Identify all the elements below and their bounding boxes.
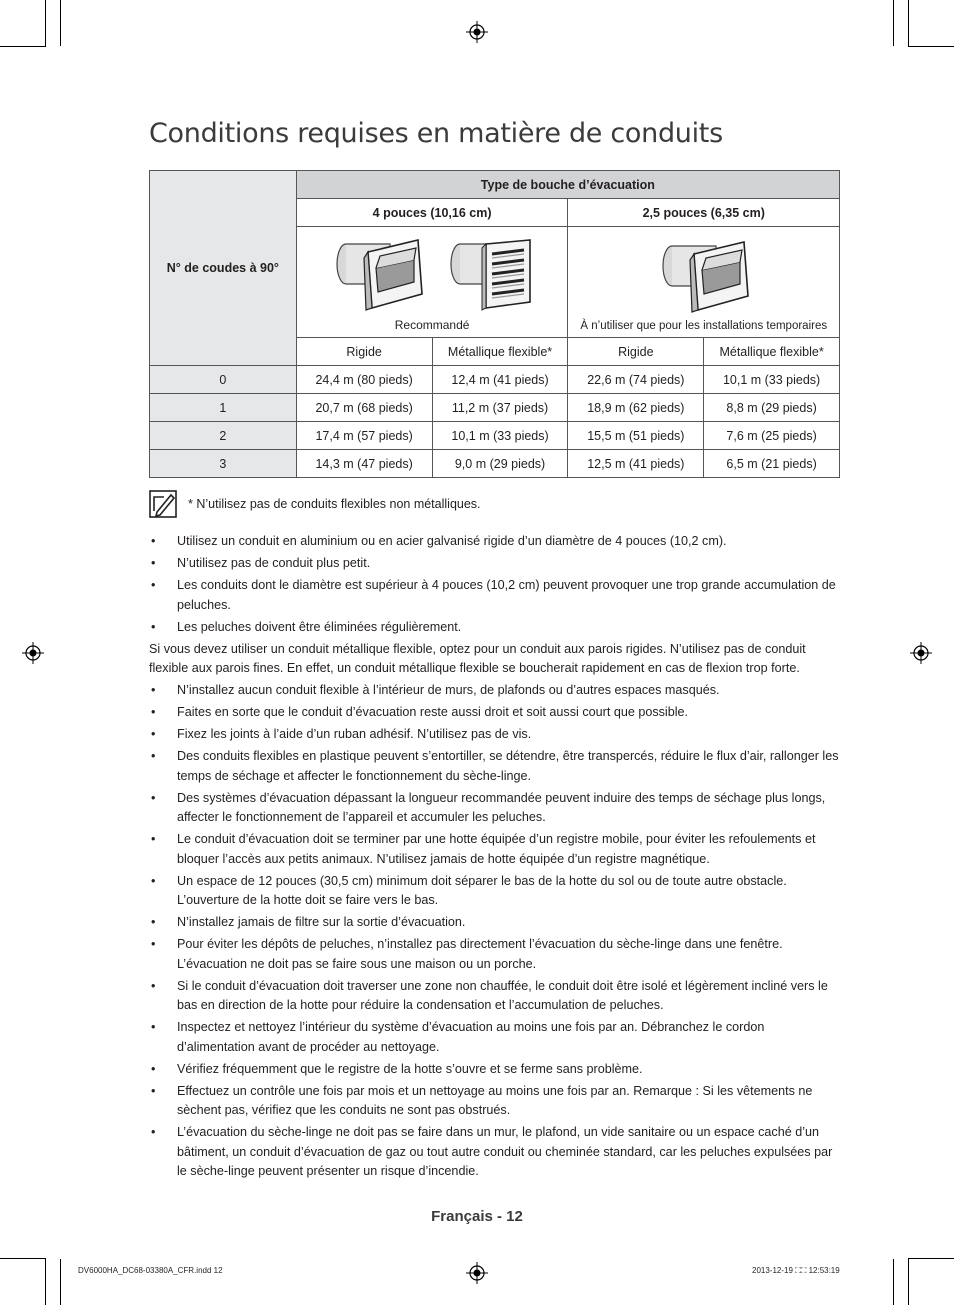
crop-mark <box>908 46 954 47</box>
crop-mark <box>45 1259 46 1305</box>
registration-mark-icon <box>466 1262 488 1284</box>
table-cell: 9,0 m (29 pieds) <box>432 450 568 478</box>
list-item: • Les conduits dont le diamètre est supérieur à 4 pouces (10,2 cm) peuvent provoquer une trop grande accumulation de peluches. <box>149 576 841 615</box>
louvered-hood-icon <box>328 238 428 318</box>
crop-mark <box>0 1258 46 1259</box>
flexible-duct-paragraph: Si vous devez utiliser un conduit métallique flexible, optez pour un conduit aux parois rigides. N’utilisez pas de conduit flexible aux parois fines. En effet, un conduit métallique flexible se boucherait rapidement en cas de flexion trop forte. <box>149 641 806 675</box>
list-item: • Les peluches doivent être éliminées régulièrement. <box>149 618 841 638</box>
note-pencil-icon <box>149 490 177 518</box>
list-item: • Des systèmes d’évacuation dépassant la longueur recommandée peuvent induire des temps de séchage plus longs, affecter le fonctionnement de l’appareil et accumuler les peluches. <box>149 789 841 828</box>
table-row <box>150 366 840 394</box>
table-cell: 18,9 m (62 pieds) <box>568 394 704 422</box>
print-slug-date: 2013-12-19 ⛶⛶ 12:53:19 <box>752 1266 840 1275</box>
crop-mark <box>45 0 46 46</box>
note-text: * N’utilisez pas de conduits flexibles non métalliques. <box>188 497 481 511</box>
elbows-header: N° de coudes à 90° <box>150 171 297 366</box>
table-cell: 10,1 m (33 pieds) <box>704 366 840 394</box>
table-cell: 12,5 m (41 pieds) <box>568 450 704 478</box>
table-cell: 24,4 m (80 pieds) <box>296 366 432 394</box>
list-item: • Vérifiez fréquemment que le registre de la hotte s’ouvre et se ferme sans problème. <box>149 1060 841 1080</box>
duct-requirements-table <box>149 170 840 478</box>
crop-mark <box>893 0 894 46</box>
list-item: • Effectuez un contrôle une fois par mois et un nettoyage au moins une fois par an. Remarque : Si les vêtements ne sèchent pas, vérifiez que les conduits ne sont pas obstrués. <box>149 1082 841 1121</box>
grille-hood-icon <box>446 238 536 318</box>
subcol-header: Métallique flexible* <box>432 338 568 366</box>
hood-images-2-5in <box>568 227 840 338</box>
elbow-count: 1 <box>150 394 297 422</box>
elbow-count: 3 <box>150 450 297 478</box>
elbow-count: 0 <box>150 366 297 394</box>
hood-images-4in <box>296 227 568 338</box>
subcol-header: Rigide <box>296 338 432 366</box>
table-cell: 17,4 m (57 pieds) <box>296 422 432 450</box>
page-number: Français - 12 <box>431 1208 523 1225</box>
registration-mark-icon <box>910 642 932 664</box>
crop-mark <box>60 1259 61 1305</box>
instructions <box>149 532 841 1184</box>
table-cell: 22,6 m (74 pieds) <box>568 366 704 394</box>
list-item: • N’installez aucun conduit flexible à l’intérieur de murs, de plafonds ou d’autres espaces masqués. <box>149 681 841 701</box>
list-item: • L’évacuation du sèche-linge ne doit pas se faire dans un mur, le plafond, un vide sanitaire ou un espace caché d’un bâtiment, un conduit d’évacuation de gaz ou tout autre conduit ou cheminée standard, car les peluches expulsées par le sèche-linge peuvent présenter un risque d’incendie. <box>149 1123 841 1182</box>
size-header-2-5in: 2,5 pouces (6,35 cm) <box>568 199 840 227</box>
crop-mark <box>893 1259 894 1305</box>
registration-mark-icon <box>22 642 44 664</box>
list-item: • N’utilisez pas de conduit plus petit. <box>149 554 841 574</box>
list-item: • Faites en sorte que le conduit d’évacuation reste aussi droit et soit aussi court que possible. <box>149 703 841 723</box>
table-cell: 15,5 m (51 pieds) <box>568 422 704 450</box>
crop-mark <box>908 1258 954 1259</box>
table-cell: 11,2 m (37 pieds) <box>432 394 568 422</box>
table-cell: 10,1 m (33 pieds) <box>432 422 568 450</box>
subcol-header: Métallique flexible* <box>704 338 840 366</box>
list-item: • Un espace de 12 pouces (30,5 cm) minimum doit séparer le bas de la hotte du sol ou de toute autre obstacle. L’ouverture de la hotte doit se faire vers le bas. <box>149 872 841 911</box>
list-item: • Inspectez et nettoyez l’intérieur du système d’évacuation au moins une fois par an. Débranchez le cordon d’alimentation avant de procéder au nettoyage. <box>149 1018 841 1057</box>
bullet-list-1 <box>149 532 841 637</box>
recommended-caption: Recommandé <box>394 318 470 332</box>
table-row <box>150 450 840 478</box>
list-item: • Si le conduit d’évacuation doit traverser une zone non chauffée, le conduit doit être isolé et légèrement incliné vers le bas en direction de la hotte pour réduire la condensation et l’accumulation de peluches. <box>149 977 841 1016</box>
temporary-caption: À n’utiliser que pour les installations temporaires <box>580 320 828 332</box>
table-cell: 12,4 m (41 pieds) <box>432 366 568 394</box>
subcol-header: Rigide <box>568 338 704 366</box>
list-item: • Le conduit d’évacuation doit se terminer par une hotte équipée d’un registre mobile, pour éviter les refoulements et bloquer l’accès aux petits animaux. N’utilisez jamais de hotte équipée d’un registre magnétique. <box>149 830 841 869</box>
print-slug-file: DV6000HA_DC68-03380A_CFR.indd 12 <box>78 1266 223 1275</box>
size-header-4in: 4 pouces (10,16 cm) <box>296 199 568 227</box>
crop-mark <box>908 0 909 46</box>
flap-hood-icon <box>654 240 754 320</box>
table-cell: 14,3 m (47 pieds) <box>296 450 432 478</box>
bullet-list-2 <box>149 681 841 1182</box>
crop-mark <box>0 46 46 47</box>
crop-mark <box>60 0 61 46</box>
registration-mark-icon <box>466 21 488 43</box>
list-item: • Fixez les joints à l’aide d’un ruban adhésif. N’utilisez pas de vis. <box>149 725 841 745</box>
hood-type-header: Type de bouche d’évacuation <box>296 171 839 199</box>
list-item: • Pour éviter les dépôts de peluches, n’installez pas directement l’évacuation du sèche-linge dans une fenêtre. L’évacuation ne doit pas se faire sous une maison ou un porche. <box>149 935 841 974</box>
elbow-count: 2 <box>150 422 297 450</box>
table-row <box>150 394 840 422</box>
page-title: Conditions requises en matière de conduits <box>149 118 723 149</box>
list-item: • Utilisez un conduit en aluminium ou en acier galvanisé rigide d’un diamètre de 4 pouces (10,2 cm). <box>149 532 841 552</box>
table-row <box>150 422 840 450</box>
table-cell: 6,5 m (21 pieds) <box>704 450 840 478</box>
table-cell: 7,6 m (25 pieds) <box>704 422 840 450</box>
crop-mark <box>908 1259 909 1305</box>
list-item: • Des conduits flexibles en plastique peuvent s’entortiller, se détendre, être transpercés, réduire le flux d’air, rallonger les temps de séchage et affecter le fonctionnement du sèche-linge. <box>149 747 841 786</box>
table-cell: 8,8 m (29 pieds) <box>704 394 840 422</box>
table-cell: 20,7 m (68 pieds) <box>296 394 432 422</box>
list-item: • N’installez jamais de filtre sur la sortie d’évacuation. <box>149 913 841 933</box>
